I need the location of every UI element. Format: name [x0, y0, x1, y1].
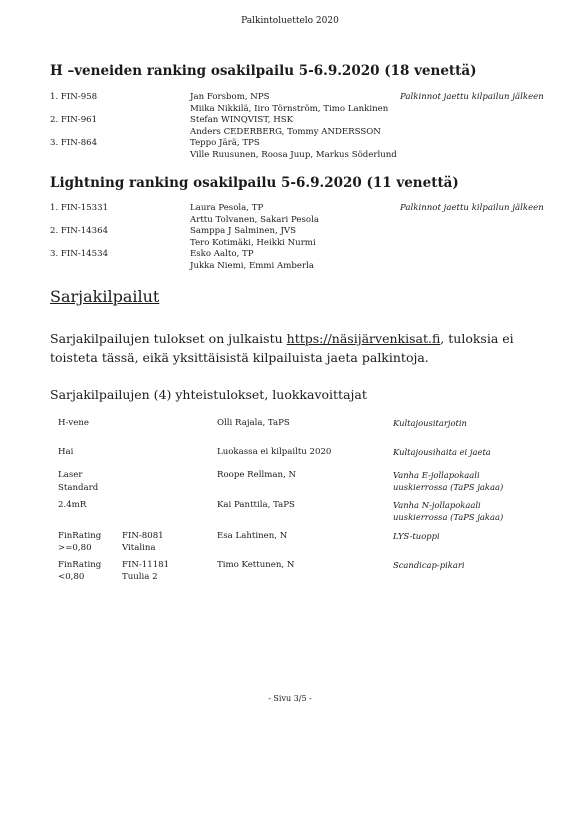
- class-name: FinRating: [58, 560, 102, 570]
- series-subheading: Sarjakilpailujen (4) yhteistulokset, luokkavoittajat: [50, 387, 367, 402]
- winner-name: Timo Kettunen, N: [217, 560, 295, 570]
- result-skipper: Stefan WINQVIST, HSK: [190, 115, 294, 125]
- h-boats-note: Palkinnot jaettu kilpailun jälkeen: [400, 92, 544, 102]
- lightning-heading: Lightning ranking osakilpailu 5-6.9.2020 (11 venettä): [50, 175, 459, 191]
- class-name: H-vene: [58, 418, 89, 428]
- results-link[interactable]: https://näsijärvenkisat.fi: [286, 331, 441, 346]
- winner-name: Roope Rellman, N: [217, 470, 296, 480]
- award-name: Scandicap-pikari: [393, 560, 465, 570]
- result-place: 3. FIN-864: [50, 138, 98, 148]
- class-name: Laser: [58, 470, 83, 480]
- series-title: Sarjakilpailut: [50, 287, 160, 306]
- result-skipper: Jan Forsbom, NPS: [190, 92, 270, 102]
- result-skipper: Laura Pesola, TP: [190, 203, 264, 213]
- result-place: 2. FIN-14364: [50, 226, 109, 236]
- result-place: 1. FIN-15331: [50, 203, 109, 213]
- award-name-line2: uuskierrossa (TaPS jakaa): [393, 512, 504, 522]
- award-name: Kultajousihaita ei jaeta: [393, 447, 491, 457]
- result-crew: Jukka Niemi, Emmi Amberla: [190, 260, 314, 271]
- result-skipper: Samppa J Salminen, JVS: [190, 226, 297, 236]
- lightning-note: Palkinnot jaettu kilpailun jälkeen: [400, 203, 544, 213]
- winner-name: Luokassa ei kilpailtu 2020: [217, 447, 332, 457]
- result-skipper: Teppo Järä, TPS: [190, 138, 260, 148]
- class-name-line2: <0,80: [58, 572, 85, 582]
- series-paragraph: [50, 329, 540, 367]
- winner-name: Olli Rajala, TaPS: [217, 418, 290, 428]
- class-name-line2: >=0,80: [58, 543, 92, 553]
- award-name: Kultajousitarjotin: [393, 418, 467, 428]
- result-place: 1. FIN-958: [50, 92, 98, 102]
- boat-id: FIN-8081: [122, 531, 164, 541]
- result-skipper: Esko Aalto, TP: [190, 249, 254, 259]
- class-name: Hai: [58, 447, 74, 457]
- winner-name: Kai Panttila, TaPS: [217, 500, 295, 510]
- class-name: FinRating: [58, 531, 102, 541]
- h-boats-heading: H –veneiden ranking osakilpailu 5-6.9.2020 (18 venettä): [50, 63, 477, 79]
- result-place: 2. FIN-961: [50, 115, 98, 125]
- boat-name: Tuulia 2: [122, 572, 158, 582]
- award-name-line2: uuskierrossa (TaPS jakaa): [393, 482, 504, 492]
- class-name-line2: Standard: [58, 483, 99, 493]
- boat-id: FIN-11181: [122, 560, 170, 570]
- result-crew: Arttu Tolvanen, Sakari Pesola: [190, 214, 319, 225]
- page-header: Palkintoluettelo 2020: [241, 16, 339, 26]
- result-crew: Ville Ruusunen, Roosa Juup, Markus Söderlund: [190, 149, 397, 160]
- boat-name: Vitalina: [122, 543, 156, 553]
- page-footer: - Sivu 3/5 -: [268, 694, 312, 703]
- result-place: 3. FIN-14534: [50, 249, 109, 259]
- class-name: 2.4mR: [58, 500, 87, 510]
- result-crew: Tero Kotimäki, Heikki Nurmi: [190, 237, 316, 248]
- award-name: LYS-tuoppi: [393, 531, 440, 541]
- award-name: Vanha E-jollapokaali: [393, 470, 480, 480]
- award-name: Vanha N-jollapokaali: [393, 500, 481, 510]
- result-crew: Miika Nikkilä, Iiro Törnström, Timo Lankinen: [190, 103, 389, 114]
- result-crew: Anders CEDERBERG, Tommy ANDERSSON: [190, 126, 381, 137]
- para-text-after: , tuloksia ei toisteta tässä, eikä yksittäisistä kilpailuista jaeta palkintoja.: [50, 331, 514, 365]
- winner-name: Esa Lahtinen, N: [217, 531, 288, 541]
- para-text-before: Sarjakilpailujen tulokset on julkaistu: [50, 331, 287, 346]
